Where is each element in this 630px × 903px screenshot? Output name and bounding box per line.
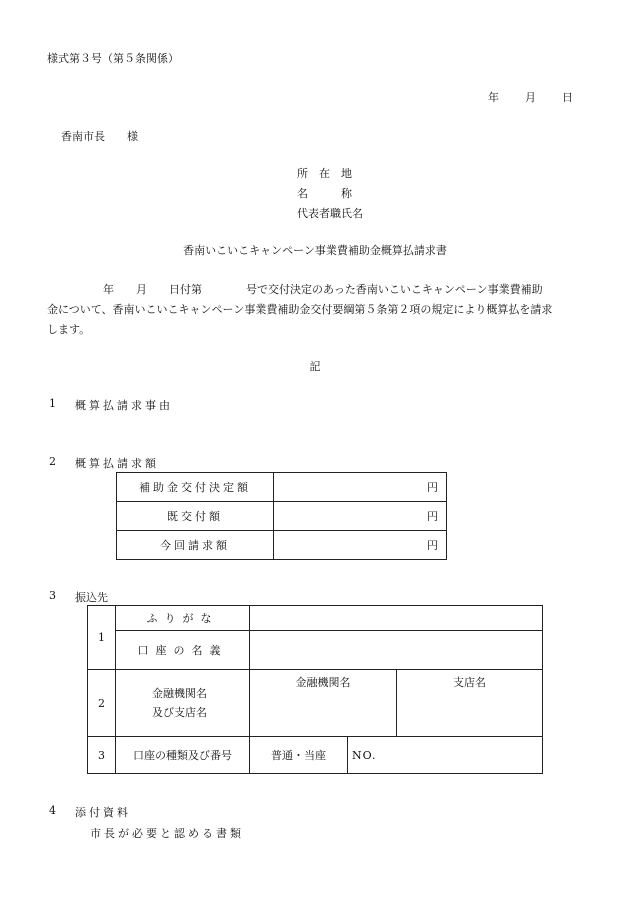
row-number: 3 <box>88 737 116 774</box>
amount-value-cell[interactable]: 円 <box>274 473 447 502</box>
ki-heading: 記 <box>309 360 321 373</box>
section-4-title: 添付資料 <box>75 806 131 819</box>
row-number: 1 <box>88 606 116 670</box>
body-line-2: 金について、香南いこいこキャンペーン事業費補助金交付要綱第５条第２項の規定により概算払を請求 <box>47 303 553 316</box>
section-4-detail: 市長が必要と認める書類 <box>90 827 244 840</box>
form-number: 様式第３号（第５条関係） <box>47 52 179 65</box>
amount-value-cell[interactable]: 円 <box>274 531 447 560</box>
table-row <box>117 502 447 531</box>
table-row <box>88 606 543 631</box>
branch-name-cell[interactable] <box>397 670 543 737</box>
branch-name-header: 支店名 <box>453 676 486 689</box>
addressee: 香南市長 様 <box>61 130 138 143</box>
account-type-value[interactable]: 普通・当座 <box>250 737 348 773</box>
bank-name-header: 金融機関名 <box>295 676 351 689</box>
bank-name-cell[interactable] <box>250 670 397 737</box>
amount-value-cell[interactable]: 円 <box>274 502 447 531</box>
section-1-number: 1 <box>49 397 56 410</box>
section-3-title: 振込先 <box>75 591 108 604</box>
table-row <box>88 737 543 774</box>
body-line-1: 年 月 日付第 号で交付決定のあった香南いこいこキャンペーン事業費補助 <box>70 283 543 296</box>
bank-table <box>87 605 543 774</box>
table-row <box>88 631 543 670</box>
account-number-cell[interactable] <box>250 737 543 774</box>
document-title: 香南いこいこキャンペーン事業費補助金概算払請求書 <box>183 244 447 257</box>
bank-label-cell <box>116 670 250 737</box>
section-2-title: 概算払請求額 <box>75 457 159 470</box>
account-no-label: NO. <box>352 748 377 762</box>
table-row <box>88 670 543 737</box>
body-line-3: します。 <box>47 323 91 336</box>
address-label: 所 在 地 <box>297 167 352 180</box>
amount-label-cell: 既交付額 <box>117 502 274 531</box>
bank-label-line-1: 金融機関名 <box>152 687 207 700</box>
amount-table <box>116 472 447 560</box>
amount-label-cell: 今回請求額 <box>117 531 274 560</box>
bank-label-line-2: 及び支店名 <box>152 706 207 719</box>
account-name-input[interactable] <box>250 631 543 670</box>
table-row <box>117 531 447 560</box>
section-4-number: 4 <box>49 804 56 817</box>
representative-label: 代表者職氏名 <box>297 207 363 220</box>
amount-label-cell: 補助金交付決定額 <box>117 473 274 502</box>
date-day-label: 日 <box>562 91 573 104</box>
section-1-title: 概算払請求事由 <box>75 399 173 412</box>
section-3-number: 3 <box>49 589 56 602</box>
furigana-label: ふりがな <box>116 606 250 631</box>
name-label: 名 称 <box>297 187 352 200</box>
account-name-label: 口座の名義 <box>116 631 250 670</box>
account-type-label: 口座の種類及び番号 <box>116 737 250 774</box>
row-number: 2 <box>88 670 116 737</box>
date-month-label: 月 <box>525 91 536 104</box>
furigana-input[interactable] <box>250 606 543 631</box>
table-row <box>117 473 447 502</box>
section-2-number: 2 <box>49 455 56 468</box>
date-year-label: 年 <box>488 91 499 104</box>
